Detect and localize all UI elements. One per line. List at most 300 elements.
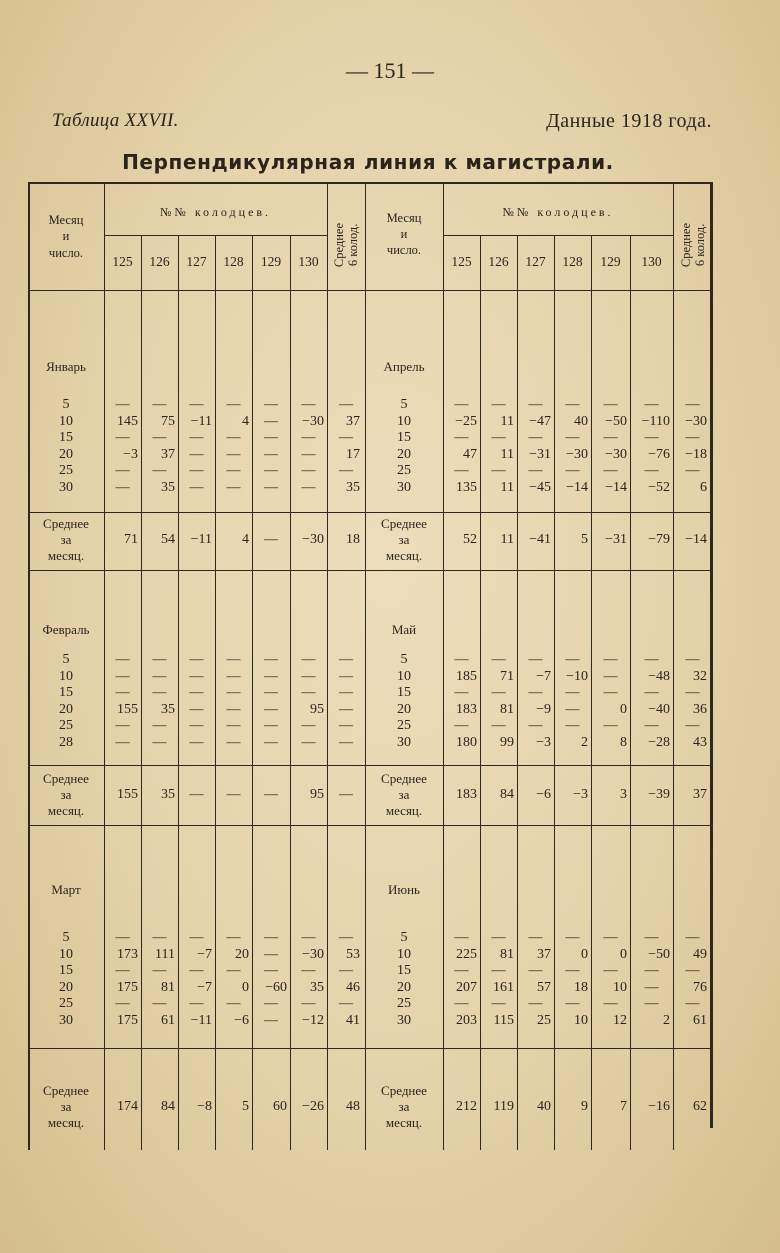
well-value: −40 — [648, 701, 670, 717]
well-value: — — [152, 668, 167, 684]
average-column-header — [673, 202, 712, 288]
well-value: 2 — [581, 735, 588, 750]
well-number-header: 126 — [149, 254, 170, 269]
day-number: 10 — [397, 946, 411, 962]
well-value: — — [264, 735, 278, 750]
well-value: — — [644, 718, 659, 734]
monthly-average-value: −41 — [529, 532, 551, 547]
day-number: 5 — [62, 397, 70, 412]
day-number: 15 — [59, 685, 73, 701]
day-number: 20 — [59, 979, 73, 995]
well-value: — — [565, 397, 580, 412]
monthly-average-label: за — [398, 1099, 410, 1114]
well-value: — — [152, 685, 167, 701]
well-value: — — [644, 652, 659, 667]
well-value: −14 — [566, 480, 588, 495]
well-number-header: 130 — [298, 254, 319, 269]
grid-line — [28, 1048, 712, 1049]
day-number: 25 — [59, 463, 73, 479]
well-value: — — [152, 397, 167, 412]
well-value: −60 — [265, 979, 287, 995]
well-value: — — [454, 718, 469, 734]
average-value: 76 — [693, 979, 707, 995]
average-column-header — [327, 202, 365, 288]
average-value: — — [339, 685, 353, 701]
day-number: 10 — [59, 668, 73, 684]
month-name: Январь — [46, 359, 86, 374]
well-value: −110 — [641, 413, 670, 429]
monthly-average-label: за — [60, 1099, 72, 1114]
well-value: 75 — [161, 413, 175, 429]
well-value: — — [603, 430, 618, 446]
average-value: — — [339, 397, 353, 412]
well-value: — — [528, 397, 543, 412]
day-number: 30 — [397, 1013, 411, 1028]
well-value: — — [264, 718, 278, 734]
monthly-average-value: 84 — [161, 1099, 175, 1114]
well-value: 0 — [581, 946, 588, 962]
monthly-average-of-wells: −14 — [685, 532, 707, 547]
well-value: — — [226, 397, 241, 412]
month-column-header: Месяц — [386, 211, 422, 225]
well-value: 135 — [456, 480, 477, 495]
month-column-header: число. — [386, 243, 422, 257]
well-value: — — [264, 430, 278, 446]
average-value: 61 — [693, 1013, 707, 1028]
well-value: 37 — [161, 446, 175, 462]
month-name: Апрель — [383, 359, 425, 374]
monthly-average-label: за — [60, 787, 72, 802]
day-number: 25 — [397, 718, 411, 734]
day-number: 30 — [397, 735, 411, 750]
well-value: — — [301, 397, 316, 412]
monthly-average-value: 60 — [273, 1099, 287, 1114]
well-value: — — [189, 397, 204, 412]
monthly-average-value: −3 — [573, 787, 588, 802]
well-value: −3 — [536, 735, 551, 750]
well-value: — — [301, 685, 316, 701]
monthly-average-label: Среднее — [381, 1083, 427, 1098]
well-value: −48 — [648, 668, 670, 684]
well-value: — — [565, 963, 580, 979]
grid-line — [28, 290, 712, 291]
well-value: — — [189, 446, 204, 462]
monthly-average-value: 71 — [124, 532, 138, 547]
monthly-average-value: — — [226, 787, 241, 802]
monthly-average-label: Среднее — [381, 771, 427, 786]
day-number: 28 — [59, 735, 73, 750]
well-value: — — [189, 430, 204, 446]
monthly-average-label: месяц. — [385, 803, 423, 818]
well-value: — — [115, 996, 130, 1012]
well-value: −52 — [648, 480, 670, 495]
well-number-header: 128 — [223, 254, 244, 269]
average-value: — — [685, 397, 700, 412]
monthly-average-value: 4 — [242, 532, 249, 547]
well-value: — — [226, 463, 241, 479]
well-value: −25 — [455, 413, 477, 429]
monthly-average-of-wells: 18 — [346, 532, 360, 547]
average-value: 46 — [346, 979, 360, 995]
well-value: 2 — [663, 1013, 670, 1028]
monthly-average-value: 95 — [310, 787, 324, 802]
well-value: −45 — [529, 480, 551, 495]
well-value: — — [644, 463, 659, 479]
well-value: — — [189, 718, 204, 734]
well-number-header: 130 — [641, 254, 662, 269]
well-value: — — [189, 685, 204, 701]
well-value: — — [152, 930, 167, 945]
well-value: — — [115, 652, 130, 667]
well-value: — — [301, 996, 316, 1012]
monthly-average-label: за — [398, 787, 410, 802]
monthly-average-value: 52 — [463, 532, 477, 547]
well-value: — — [644, 963, 659, 979]
day-number: 10 — [397, 668, 411, 684]
monthly-average-value: 35 — [161, 787, 175, 802]
day-number: 30 — [59, 480, 73, 495]
well-value: — — [226, 963, 241, 979]
well-value: — — [226, 430, 241, 446]
well-number-header: 128 — [562, 254, 583, 269]
monthly-average-value: −16 — [648, 1099, 670, 1114]
well-value: 81 — [161, 979, 175, 995]
average-value: — — [685, 685, 700, 701]
day-number: 25 — [59, 996, 73, 1012]
monthly-average-label: Среднее — [43, 771, 89, 786]
average-value: 43 — [693, 735, 707, 750]
well-value: — — [603, 652, 618, 667]
well-value: — — [528, 718, 543, 734]
monthly-average-label: за — [398, 532, 410, 547]
average-column-header-text — [679, 223, 707, 267]
well-value: — — [115, 718, 130, 734]
day-number: 10 — [59, 946, 73, 962]
well-value: — — [301, 718, 316, 734]
well-value: — — [152, 996, 167, 1012]
well-value: — — [644, 979, 659, 995]
monthly-average-value: 174 — [117, 1099, 138, 1114]
well-value: 10 — [613, 979, 627, 995]
well-value: — — [264, 413, 278, 429]
well-value: — — [226, 685, 241, 701]
well-value: 145 — [117, 413, 138, 429]
monthly-average-value: 5 — [581, 532, 588, 547]
month-column-header: и — [400, 227, 408, 241]
well-value: — — [264, 701, 278, 717]
day-number: 20 — [59, 446, 73, 462]
well-value: — — [115, 397, 130, 412]
monthly-average-of-wells: 48 — [346, 1099, 360, 1114]
well-value: — — [189, 996, 204, 1012]
well-value: — — [264, 946, 278, 962]
well-value: — — [565, 718, 580, 734]
grid-line — [28, 765, 712, 766]
average-value: — — [685, 463, 700, 479]
month-column-header: Месяц — [48, 213, 84, 227]
monthly-average-value: 11 — [500, 532, 514, 547]
monthly-average-value: −6 — [536, 787, 551, 802]
monthly-average-value: 183 — [456, 787, 477, 802]
well-value: — — [603, 668, 618, 684]
well-value: 161 — [493, 979, 514, 995]
monthly-average-label: месяц. — [385, 1115, 423, 1130]
well-value: −30 — [302, 413, 324, 429]
well-number-header: 127 — [525, 254, 546, 269]
month-column-header: число. — [48, 246, 84, 260]
monthly-average-value: 40 — [537, 1099, 551, 1114]
well-value: — — [454, 430, 469, 446]
well-value: — — [301, 463, 316, 479]
grid-line — [104, 235, 327, 236]
well-value: — — [115, 963, 130, 979]
monthly-average-value: — — [264, 787, 278, 802]
well-value: — — [603, 685, 618, 701]
well-value: — — [115, 668, 130, 684]
monthly-average-value: −26 — [302, 1099, 324, 1114]
day-number: 25 — [59, 718, 73, 734]
data-table — [28, 178, 712, 1150]
well-value: −31 — [529, 446, 551, 462]
day-number: 15 — [59, 963, 73, 979]
monthly-average-of-wells: 62 — [693, 1099, 707, 1114]
well-value: — — [301, 930, 316, 945]
average-value: 17 — [346, 446, 360, 462]
well-value: — — [528, 652, 543, 667]
well-value: −12 — [302, 1013, 324, 1028]
well-number-header: 125 — [451, 254, 472, 269]
well-value: — — [565, 930, 580, 945]
well-value: — — [115, 430, 130, 446]
monthly-average-value: −39 — [648, 787, 670, 802]
average-value: 49 — [693, 946, 707, 962]
well-value: — — [152, 735, 167, 750]
well-value: — — [491, 397, 506, 412]
well-value: — — [226, 996, 241, 1012]
well-value: — — [565, 430, 580, 446]
average-value: 37 — [346, 413, 360, 429]
well-value: — — [226, 668, 241, 684]
well-value: — — [454, 685, 469, 701]
well-value: 11 — [500, 480, 514, 495]
well-value: −10 — [566, 668, 588, 684]
average-value: 36 — [693, 701, 707, 717]
well-value: 11 — [500, 446, 514, 462]
monthly-average-value: — — [264, 532, 278, 547]
average-column-header-line: Среднее — [332, 222, 346, 268]
well-value: 173 — [117, 946, 138, 962]
well-value: — — [603, 718, 618, 734]
day-number: 20 — [397, 701, 411, 717]
day-number: 5 — [62, 652, 70, 667]
well-value: — — [454, 652, 469, 667]
monthly-average-value: — — [189, 787, 204, 802]
well-value: — — [115, 685, 130, 701]
monthly-average-value: 5 — [242, 1099, 249, 1114]
well-value: — — [528, 996, 543, 1012]
well-value: — — [115, 735, 130, 750]
well-value: −6 — [234, 1013, 249, 1028]
well-value: — — [152, 463, 167, 479]
well-value: — — [454, 963, 469, 979]
well-value: — — [189, 930, 204, 945]
well-value: −30 — [566, 446, 588, 462]
wells-group-header: №№ колодцев. — [159, 205, 272, 219]
well-value: — — [644, 397, 659, 412]
average-value: — — [339, 996, 353, 1012]
month-name: Май — [391, 622, 417, 637]
well-value: 155 — [117, 701, 138, 717]
well-value: −7 — [197, 946, 212, 962]
average-value: — — [685, 430, 700, 446]
average-value: — — [685, 930, 700, 945]
well-value: 71 — [500, 668, 514, 684]
monthly-average-value: 84 — [500, 787, 514, 802]
day-number: 20 — [397, 979, 411, 995]
well-value: 11 — [500, 413, 514, 429]
well-value: — — [264, 685, 278, 701]
page-number: — 151 — — [346, 58, 434, 83]
well-value: 18 — [574, 979, 588, 995]
well-value: 57 — [537, 979, 551, 995]
grid-line — [28, 182, 712, 184]
well-value: — — [644, 930, 659, 945]
well-value: — — [264, 668, 278, 684]
average-value: — — [339, 930, 353, 945]
well-number-header: 125 — [112, 254, 133, 269]
month-column-header: и — [62, 229, 70, 243]
well-value: — — [264, 996, 278, 1012]
well-value: — — [189, 963, 204, 979]
day-number: 10 — [397, 413, 411, 429]
average-value: — — [339, 718, 353, 734]
well-value: — — [528, 685, 543, 701]
well-value: −11 — [190, 413, 212, 429]
monthly-average-label: Среднее — [43, 1083, 89, 1098]
monthly-average-value: 9 — [581, 1099, 588, 1114]
average-value: 41 — [346, 1013, 360, 1028]
monthly-average-value: −8 — [197, 1099, 212, 1114]
well-value: — — [603, 996, 618, 1012]
well-value: — — [189, 701, 204, 717]
well-value: — — [226, 930, 241, 945]
table-title: Перпендикулярная линия к магистрали. — [122, 150, 614, 174]
well-value: — — [152, 652, 167, 667]
well-value: — — [491, 930, 506, 945]
well-value: — — [115, 463, 130, 479]
well-value: — — [603, 963, 618, 979]
table-label: Таблица XXVII. — [52, 110, 179, 131]
monthly-average-value: 155 — [117, 787, 138, 802]
average-value: — — [339, 701, 353, 717]
well-value: 115 — [493, 1013, 514, 1028]
monthly-average-label: Среднее — [43, 516, 89, 531]
well-value: 95 — [310, 701, 324, 717]
well-value: — — [115, 930, 130, 945]
day-number: 5 — [62, 930, 70, 945]
well-value: — — [565, 701, 580, 717]
average-value: — — [339, 463, 353, 479]
day-number: 30 — [59, 1013, 73, 1028]
average-value: — — [339, 963, 353, 979]
well-value: — — [226, 652, 241, 667]
grid-line — [28, 825, 712, 826]
well-value: 111 — [155, 946, 175, 962]
well-value: 35 — [161, 480, 175, 495]
well-value: 175 — [117, 1013, 138, 1028]
well-value: — — [264, 397, 278, 412]
well-value: — — [491, 652, 506, 667]
monthly-average-label: за — [60, 532, 72, 547]
day-number: 5 — [400, 930, 408, 945]
well-value: — — [301, 430, 316, 446]
well-value: −30 — [605, 446, 627, 462]
day-number: 25 — [397, 463, 411, 479]
well-value: — — [264, 446, 278, 462]
day-number: 15 — [59, 430, 73, 446]
average-value: 35 — [346, 480, 360, 495]
well-value: — — [454, 397, 469, 412]
well-value: — — [454, 463, 469, 479]
well-value: — — [264, 463, 278, 479]
monthly-average-value: −31 — [605, 532, 627, 547]
average-column-header-text — [332, 223, 360, 267]
average-column-header-line: 6 колод. — [692, 223, 707, 267]
well-value: — — [189, 480, 204, 495]
well-value: 175 — [117, 979, 138, 995]
monthly-average-value: 212 — [456, 1099, 477, 1114]
day-number: 5 — [400, 397, 408, 412]
well-value: −11 — [190, 1013, 212, 1028]
well-value: — — [189, 735, 204, 750]
well-number-header: 129 — [260, 254, 282, 269]
monthly-average-label: месяц. — [47, 548, 85, 563]
average-column-header-line: 6 колод. — [346, 223, 360, 267]
well-value: 61 — [161, 1013, 175, 1028]
well-value: — — [301, 446, 316, 462]
well-value: 183 — [456, 701, 477, 717]
well-value: — — [301, 652, 316, 667]
well-value: −3 — [123, 446, 138, 462]
month-name: Март — [51, 882, 81, 897]
well-value: — — [644, 430, 659, 446]
day-number: 5 — [400, 652, 408, 667]
well-value: 203 — [456, 1013, 477, 1028]
well-value: 12 — [613, 1013, 627, 1028]
well-value: — — [264, 480, 278, 495]
average-value: −30 — [685, 413, 707, 429]
monthly-average-value: 7 — [620, 1099, 627, 1114]
well-value: 37 — [537, 946, 551, 962]
well-value: — — [644, 996, 659, 1012]
wells-group-header: №№ колодцев. — [502, 205, 614, 219]
well-value: — — [565, 685, 580, 701]
well-value: −14 — [605, 480, 627, 495]
well-value: −47 — [529, 413, 551, 429]
well-value: 0 — [620, 946, 627, 962]
day-number: 15 — [397, 430, 411, 446]
average-value: — — [339, 430, 353, 446]
day-number: 25 — [397, 996, 411, 1012]
month-name: Июнь — [388, 882, 420, 897]
well-value: — — [644, 685, 659, 701]
average-value: −18 — [685, 446, 707, 462]
well-value: 35 — [161, 701, 175, 717]
average-value: — — [685, 652, 700, 667]
grid-line — [28, 512, 712, 513]
monthly-average-label: месяц. — [47, 1115, 85, 1130]
average-value: — — [339, 652, 353, 667]
